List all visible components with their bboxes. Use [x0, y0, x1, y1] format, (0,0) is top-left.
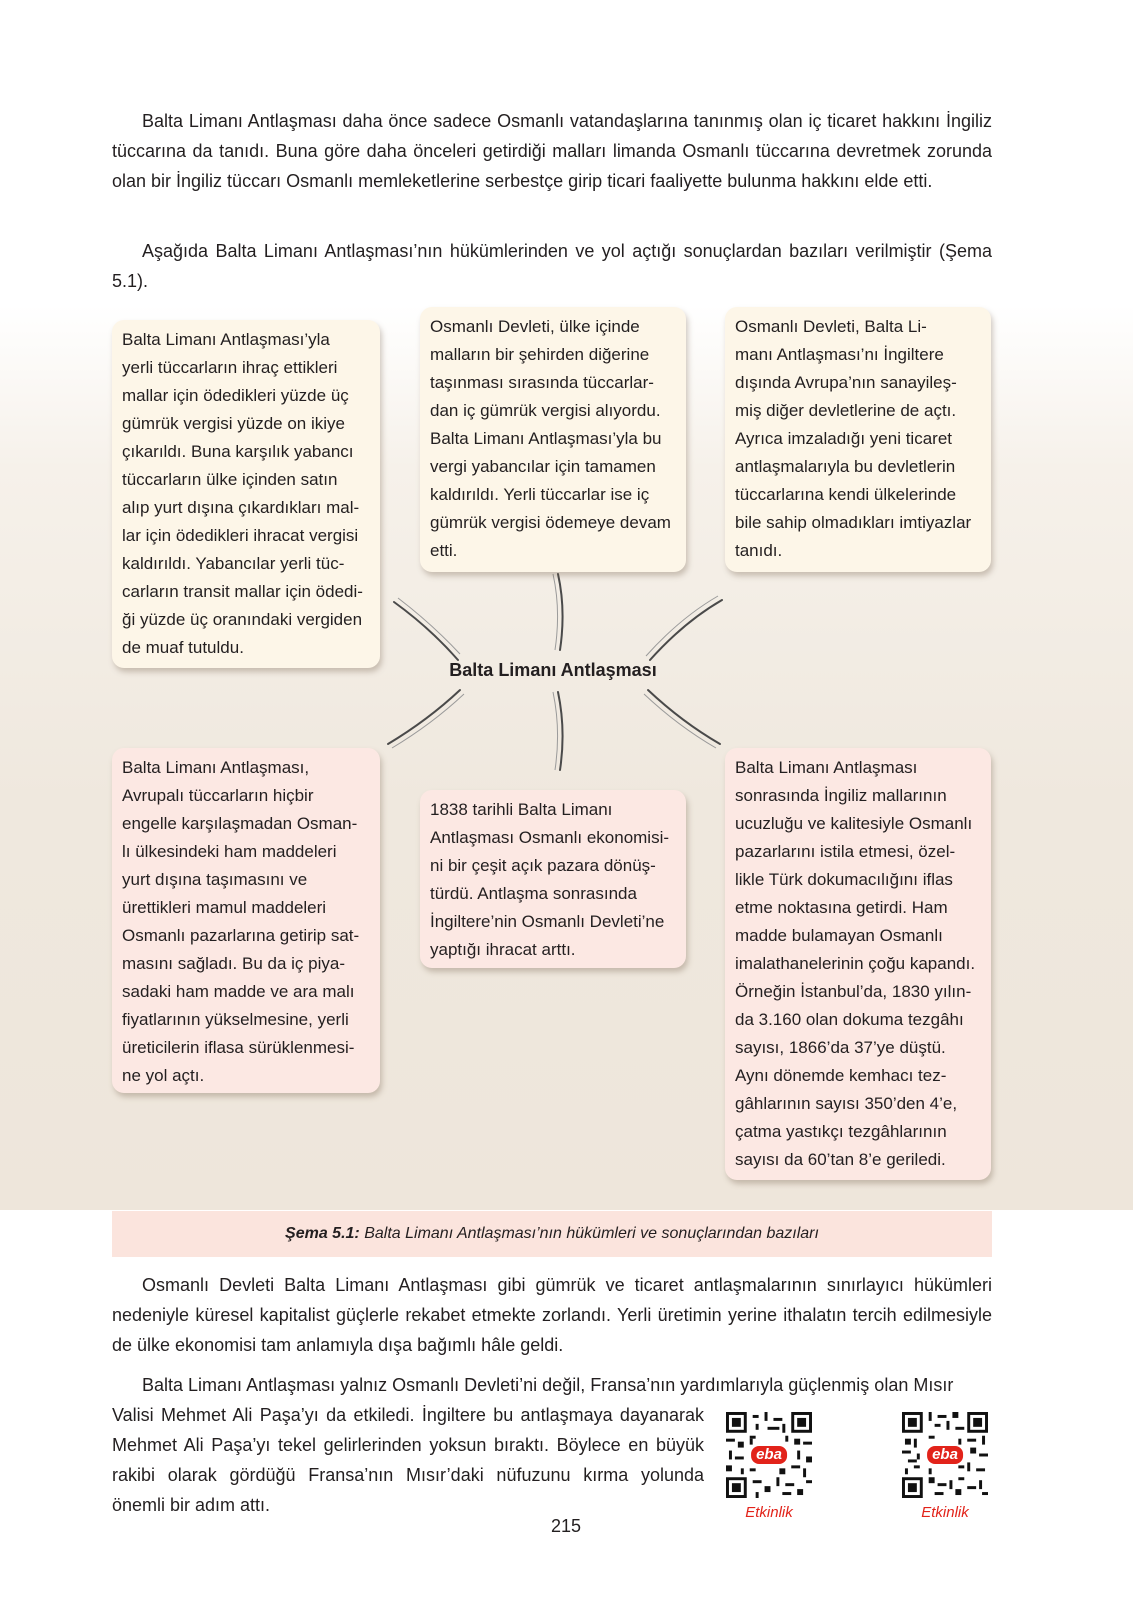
- schema-caption-label: Şema 5.1:: [285, 1225, 360, 1242]
- qr-label-etkinlik-2[interactable]: Etkinlik: [921, 1504, 969, 1521]
- diagram-box-open-market: 1838 tarihli Balta Limanı Antlaşması Osmanlı ekonomisi- ni bir çeşit açık pazara dönüş- türdü. Antlaşma sonrasında İngiltere’nin Osmanlı Devleti’ne yaptığı ihracat arttı.: [420, 790, 686, 968]
- qr-code-etkinlik-2[interactable]: [902, 1412, 988, 1498]
- diagram-box-export-taxes: Balta Limanı Antlaşması’yla yerli tüccarların ihraç ettikleri mallar için ödedikleri yüzde üç gümrük vergisi yüzde on ikiye çıkarıldı. Buna karşılık yabancı tüccarların ülke içinden satın alıp yurt dışına çıkardıkları mal- lar için ödedikleri ihracat vergisi kaldırıldı. Yabancılar yerli tüc- carların transit mallar için ödedi- ği yüzde üç oranındaki vergiden de muaf tutuldu.: [112, 320, 380, 668]
- diagram-box-european-states: Osmanlı Devleti, Balta Li- manı Antlaşması’nı İngiltere dışında Avrupa’nın sanayileş- miş diğer devletlerine de açtı. Ayrıca imzaladığı yeni ticaret antlaşmalarıyla bu devletlerin tüccarlarına kendi ülkelerinde bile sahip olmadıkları imtiyazlar tanıdı.: [725, 307, 991, 572]
- schema-caption-text: Balta Limanı Antlaşması’nın hükümleri ve sonuçlarından bazıları: [359, 1225, 819, 1242]
- qr-label-etkinlik-1[interactable]: Etkinlik: [745, 1504, 793, 1521]
- egypt-paragraph-line1: Balta Limanı Antlaşması yalnız Osmanlı Devleti’ni değil, Fransa’nın yardımlarıyla güçlenmiş olan Mısır: [142, 1375, 954, 1395]
- schema-intro-paragraph: Aşağıda Balta Limanı Antlaşması’nın hükümlerinden ve yol açtığı sonuçlardan bazıları verilmiştir (Şema 5.1).: [112, 241, 992, 291]
- egypt-paragraph-rest: Valisi Mehmet Ali Paşa’yı da etkiledi. İngiltere bu antlaşmaya dayanarak Mehmet Ali Paşa’yı tekel gelirlerinden yoksun bıraktı. Böylece en büyük rakibi olarak gördüğü Fransa’nın Mısır’daki nüfuzunu kırma yolunda önemli bir adım attı.: [112, 1405, 704, 1515]
- dependency-paragraph: Osmanlı Devleti Balta Limanı Antlaşması gibi gümrük ve ticaret antlaşmalarının sınırlayıcı hükümleri nedeniyle küresel kapitalist güçlerle rekabet etmekte zorlandı. Yerli üretimin yerine ithalatın tercih edilmesiyle de ülke ekonomisi tam anlamıyla dışa bağımlı hâle geldi.: [112, 1275, 992, 1355]
- schema-caption: [112, 1211, 992, 1257]
- diagram-box-raw-materials: Balta Limanı Antlaşması, Avrupalı tüccarların hiçbir engelle karşılaşmadan Osman- lı ülkesindeki ham maddeleri yurt dışına taşımasını ve ürettikleri mamul maddeleri Osmanlı pazarlarına getirip sat- masını sağladı. Bu da iç piya- sadaki ham madde ve ara malı fiyatlarının yükselmesine, yerli üreticilerin iflasa sürüklenmesi- ne yol açtı.: [112, 748, 380, 1093]
- qr-code-etkinlik-1[interactable]: [726, 1412, 812, 1498]
- page-number: 215: [550, 1516, 582, 1536]
- eba-logo-icon: eba: [751, 1446, 787, 1464]
- diagram-center-title: Balta Limanı Antlaşması: [449, 660, 657, 680]
- diagram-box-internal-customs: Osmanlı Devleti, ülke içinde malların bir şehirden diğerine taşınması sırasında tüccarlar- dan iç gümrük vergisi alıyordu. Balta Limanı Antlaşması’yla bu vergi yabancılar için tamamen kaldırıldı. Yerli tüccarlar ise iç gümrük vergisi ödemeye devam etti.: [420, 307, 686, 572]
- intro-paragraph: Balta Limanı Antlaşması daha önce sadece Osmanlı vatandaşlarına tanınmış olan iç ticaret hakkını İngiliz tüccarına da tanıdı. Buna göre daha önceleri getirdiği malları limanda Osmanlı tüccarına devretmek zorunda olan bir İngiliz tüccarı Osmanlı memleketlerine serbestçe girip ticari faaliyette bulunma hakkını elde etti.: [112, 111, 992, 191]
- eba-logo-icon: eba: [927, 1446, 963, 1464]
- diagram-box-textile-decline: Balta Limanı Antlaşması sonrasında İngiliz mallarının ucuzluğu ve kalitesiyle Osmanlı pazarlarını istila etmesi, özel- likle Türk dokumacılığını iflas etme noktasına getirdi. Ham madde bulamayan Osmanlı imalathanelerinin çoğu kapandı. Örneğin İstanbul’da, 1830 yılın- da 3.160 olan dokuma tezgâhı sayısı, 1866’da 37’ye düştü. Aynı dönemde kemhacı tez- gâhlarının sayısı 350’den 4’e, çatma yastıkçı tezgâhlarının sayısı da 60’tan 8’e geriledi.: [725, 748, 991, 1180]
